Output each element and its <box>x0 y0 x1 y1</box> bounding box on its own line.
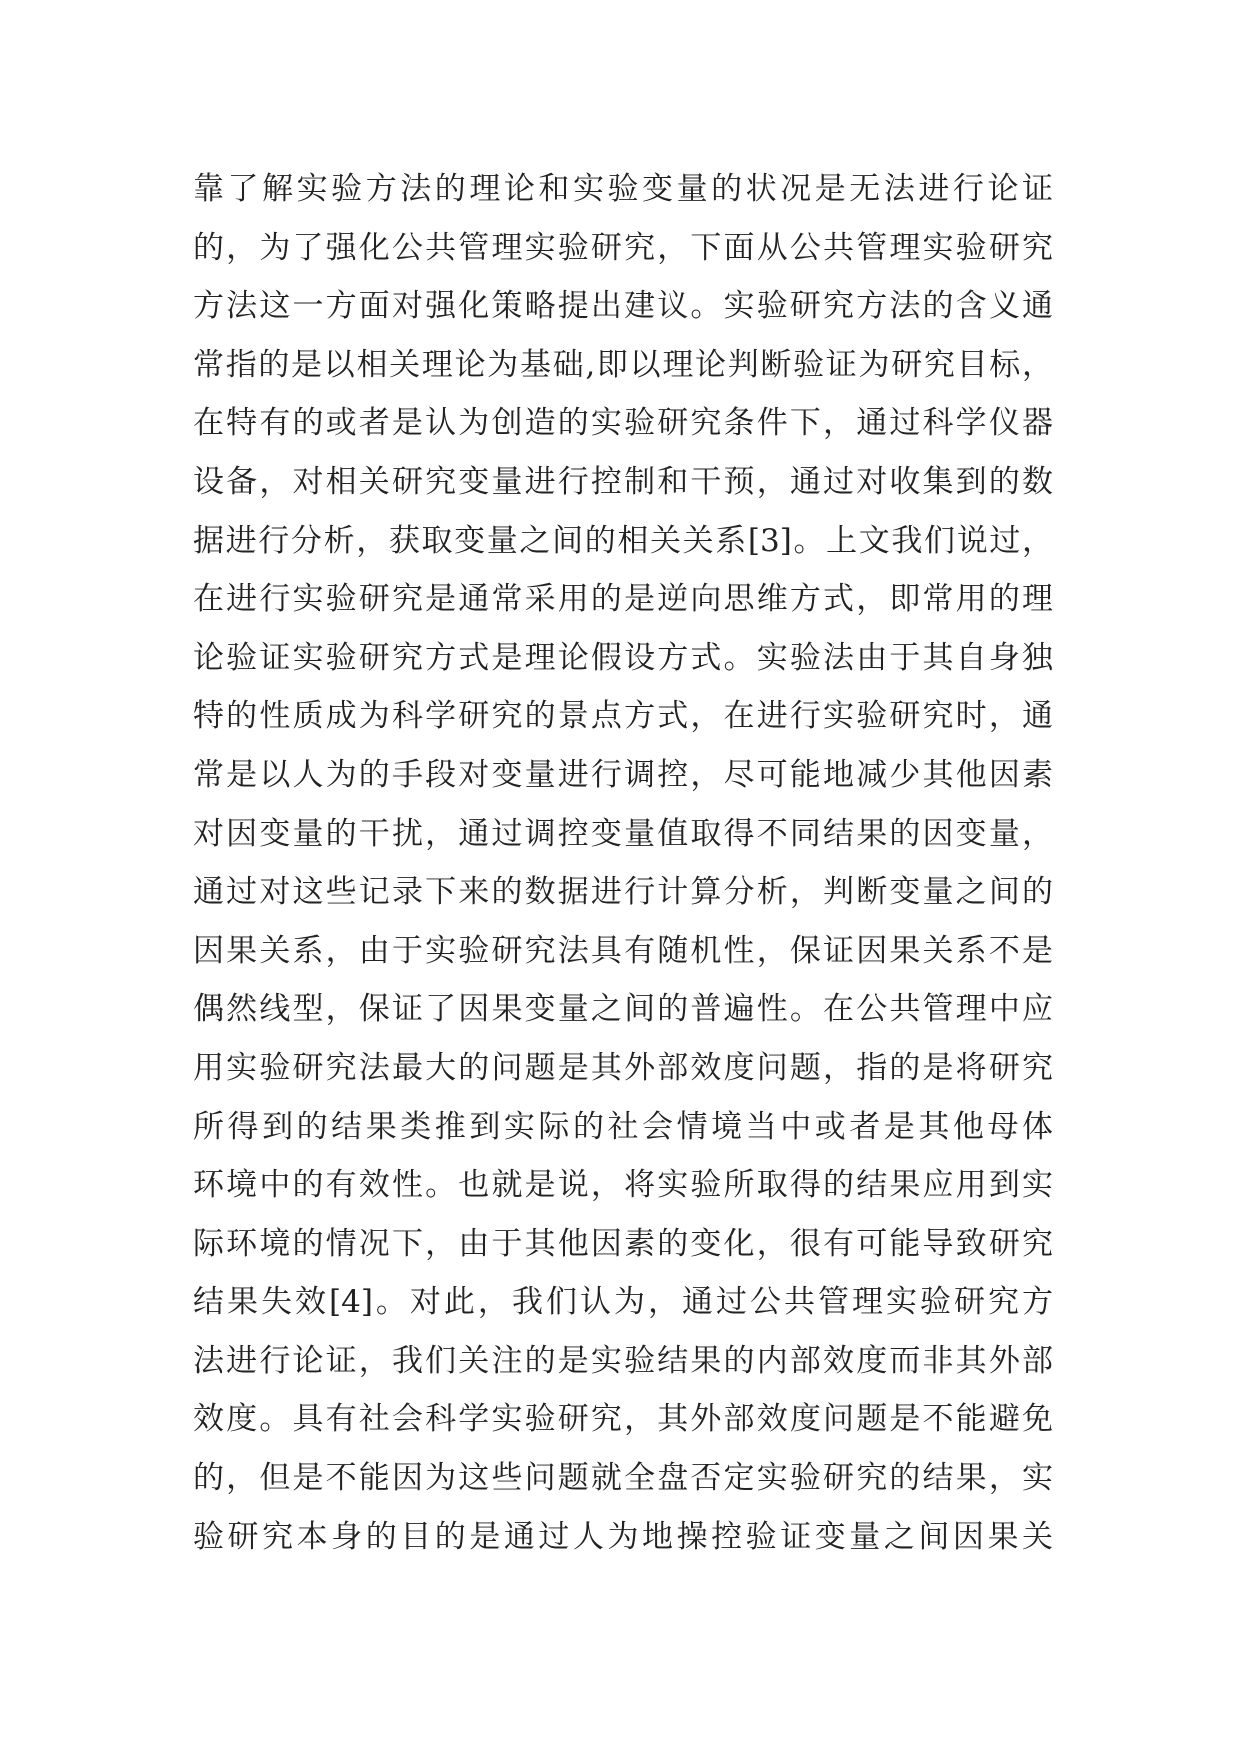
text-line: 效度。具有社会科学实验研究，其外部效度问题是不能避免 <box>193 1401 1053 1438</box>
text-line: 通过对这些记录下来的数据进行计算分析，判断变量之间的 <box>193 874 1053 911</box>
text-line: 验研究本身的目的是通过人为地操控验证变量之间因果关 <box>193 1518 1053 1555</box>
text-line: 常指的是以相关理论为基础,即以理论判断验证为研究目标， <box>193 346 1053 383</box>
text-line: 环境中的有效性。也就是说，将实验所取得的结果应用到实 <box>193 1167 1053 1204</box>
text-line: 偶然线型，保证了因果变量之间的普遍性。在公共管理中应 <box>193 991 1053 1028</box>
text-line: 常是以人为的手段对变量进行调控，尽可能地减少其他因素 <box>193 756 1053 793</box>
text-line: 在特有的或者是认为创造的实验研究条件下，通过科学仪器 <box>193 405 1053 442</box>
text-line: 据进行分析，获取变量之间的相关关系[3]。上文我们说过， <box>193 522 1053 559</box>
text-line: 对因变量的干扰，通过调控变量值取得不同结果的因变量， <box>193 815 1053 852</box>
text-line: 结果失效[4]。对此，我们认为，通过公共管理实验研究方 <box>193 1284 1053 1321</box>
text-line: 在进行实验研究是通常采用的是逆向思维方式，即常用的理 <box>193 581 1053 618</box>
text-line: 所得到的结果类推到实际的社会情境当中或者是其他母体 <box>193 1108 1053 1145</box>
text-line: 际环境的情况下，由于其他因素的变化，很有可能导致研究 <box>193 1225 1053 1262</box>
text-line: 的，为了强化公共管理实验研究，下面从公共管理实验研究 <box>193 229 1053 266</box>
text-line: 设备，对相关研究变量进行控制和干预，通过对收集到的数 <box>193 463 1053 500</box>
text-line: 靠了解实验方法的理论和实验变量的状况是无法进行论证 <box>193 171 1053 207</box>
text-line: 特的性质成为科学研究的景点方式，在进行实验研究时，通 <box>193 698 1053 735</box>
text-line: 因果关系，由于实验研究法具有随机性，保证因果关系不是 <box>193 932 1053 969</box>
text-line: 用实验研究法最大的问题是其外部效度问题，指的是将研究 <box>193 1049 1053 1086</box>
text-line: 方法这一方面对强化策略提出建议。实验研究方法的含义通 <box>193 288 1053 325</box>
body-paragraph <box>193 160 1053 1566</box>
text-line: 论验证实验研究方式是理论假设方式。实验法由于其自身独 <box>193 639 1053 676</box>
text-line: 法进行论证，我们关注的是实验结果的内部效度而非其外部 <box>193 1342 1053 1379</box>
text-line: 的，但是不能因为这些问题就全盘否定实验研究的结果，实 <box>193 1460 1053 1497</box>
